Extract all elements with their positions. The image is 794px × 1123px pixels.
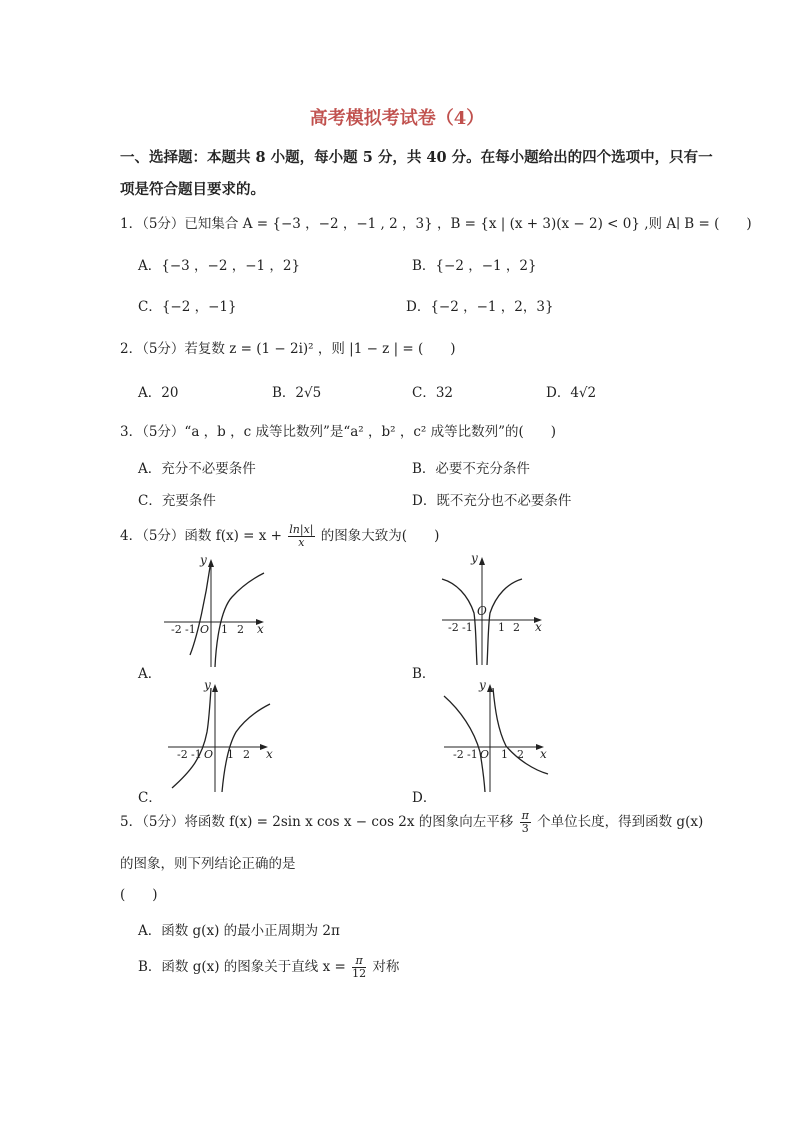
question-5-option-b-pre: B．函数 g(x) 的图象关于直线 x = (138, 959, 346, 975)
question-3-option-c: C．充要条件 (138, 493, 216, 509)
question-5-option-b-frac-den: 12 (352, 967, 367, 980)
question-5-frac-den: 3 (521, 822, 529, 835)
curve-right (493, 688, 548, 774)
question-4-fraction (288, 524, 314, 549)
origin-label: O (480, 748, 490, 761)
question-4-option-a: A． (138, 666, 162, 682)
x-label: x (535, 620, 542, 634)
question-1-option-a: A．{−3 ，−2 ，−1 ，2} (138, 258, 301, 274)
graph-b (438, 553, 548, 668)
question-2-option-b: B．2√5 (272, 385, 322, 401)
question-5-option-a: A．函数 g(x) 的最小正周期为 2π (138, 923, 340, 939)
tick-neg1: -1 (185, 623, 196, 636)
section-heading-line2: 项是符合题目要求的。 (120, 181, 265, 198)
tick-1: 1 (221, 623, 228, 636)
origin-label: O (477, 604, 487, 618)
tick-1: 1 (498, 621, 505, 634)
question-5-option-b (138, 955, 399, 980)
graph-a (160, 555, 270, 670)
question-5-paren: ( ) (120, 887, 158, 903)
question-1-option-b: B．{−2 ，−1 ，2} (412, 258, 537, 274)
question-4-option-c: C． (138, 790, 162, 806)
graph-c (164, 680, 274, 795)
question-4-frac-num: ln|x| (289, 523, 314, 536)
page-title: 高考模拟考试卷（4） (309, 108, 485, 129)
question-3-option-d: D．既不充分也不必要条件 (412, 493, 572, 509)
tick-neg2: -2 (448, 621, 459, 634)
x-label: x (540, 747, 547, 761)
question-5-stem-post: 个单位长度，得到函数 g(x) (537, 814, 704, 830)
y-axis-arrow (479, 557, 485, 565)
question-3-stem: 3．（5分）“a ，b ，c 成等比数列”是“a² ，b² ，c² 成等比数列”的( ) (120, 424, 557, 440)
tick-1: 1 (501, 748, 508, 761)
question-5-option-b-post: 对称 (372, 959, 400, 975)
section-heading-line1: 一、选择题：本题共 8 小题，每小题 5 分，共 40 分。在每小题给出的四个选项中，只有一 (120, 149, 713, 166)
tick-2: 2 (517, 748, 524, 761)
origin-label: O (200, 623, 210, 636)
question-5-stem (120, 810, 703, 835)
question-4-stem-post: 的图象大致为( ) (320, 528, 440, 544)
tick-neg1: -1 (462, 621, 473, 634)
question-2-stem: 2．（5分）若复数 z = (1 − 2i)² ，则 |1 − z | = ( ) (120, 341, 456, 357)
question-4-stem (120, 524, 439, 549)
question-4-stem-pre: 4．（5分）函数 f(x) = x + (120, 528, 282, 544)
x-label: x (266, 747, 273, 761)
question-5-fraction (520, 810, 531, 835)
x-label: x (257, 622, 264, 636)
question-5-stem-pre: 5．（5分）将函数 f(x) = 2sin x cos x − cos 2x 的图象向左平移 (120, 814, 514, 830)
tick-neg2: -2 (453, 748, 464, 761)
question-4-option-b: B． (412, 666, 436, 682)
question-1-option-c: C．{−2 ，−1} (138, 299, 237, 315)
tick-neg1: -1 (191, 748, 202, 761)
y-axis-arrow (487, 684, 493, 692)
origin-label: O (204, 748, 214, 761)
question-5-line2: 的图象，则下列结论正确的是 (120, 856, 296, 872)
tick-neg1: -1 (467, 748, 478, 761)
y-label: y (200, 553, 207, 567)
graph-d (440, 680, 550, 795)
y-label: y (204, 678, 211, 692)
tick-2: 2 (513, 621, 520, 634)
question-2-option-c: C．32 (412, 385, 454, 401)
question-2-option-d: D．4√2 (546, 385, 597, 401)
curve-left (172, 688, 214, 788)
tick-2: 2 (243, 748, 250, 761)
question-5-option-b-fraction (352, 955, 366, 980)
y-label: y (471, 551, 478, 565)
tick-1: 1 (227, 748, 234, 761)
tick-neg2: -2 (171, 623, 182, 636)
curve-left (444, 696, 485, 792)
tick-2: 2 (237, 623, 244, 636)
question-5-option-b-frac-num: π (352, 955, 366, 968)
curve-left (190, 567, 210, 655)
question-2-option-a: A．20 (138, 385, 179, 401)
y-label: y (479, 678, 486, 692)
y-axis-arrow (208, 559, 214, 567)
y-axis-arrow (212, 684, 218, 692)
question-5-frac-num: π (521, 809, 529, 822)
tick-neg2: -2 (177, 748, 188, 761)
question-1-option-d: D．{−2 ，−1 ，2，3} (406, 299, 554, 315)
question-3-option-a: A．充分不必要条件 (138, 461, 256, 477)
question-1-stem: 1．（5分）已知集合 A = {−3 ，−2 ，−1 , 2 ，3} ，B = {x | (x + 3)(x − 2) < 0} ,则 A∣ B = ( ) (120, 216, 752, 232)
question-4-option-d: D． (412, 790, 437, 806)
question-4-frac-den: x (298, 536, 305, 549)
question-3-option-b: B．必要不充分条件 (412, 461, 530, 477)
